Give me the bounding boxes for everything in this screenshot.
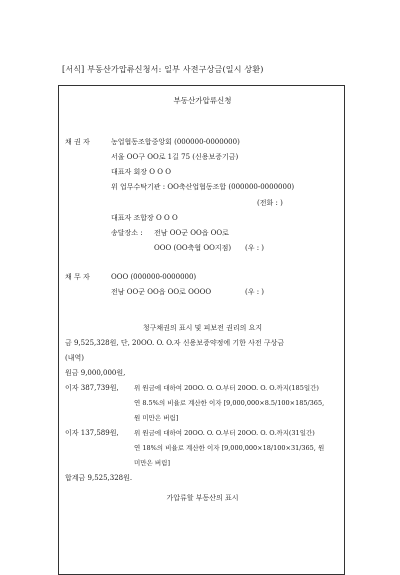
- creditor-representative-2: 대표자 조합장 O O O: [111, 214, 178, 222]
- interest-1-line-3: 원 미만은 버림]: [134, 414, 179, 422]
- interest-2-label: 이자 137,589원,: [65, 429, 119, 437]
- interest-1-line-1: 위 원금에 대하여 20OO. O. O.부터 20OO. O. O.까지(185일간): [134, 384, 319, 392]
- interest-1-line-2: 연 8.5%의 비율로 계산한 이자 [9,000,000×8.5/100×185/365,: [134, 399, 325, 407]
- interest-2-line-1: 위 원금에 대하여 20OO. O. O.부터 20OO. O. O.까지(31일간): [134, 429, 315, 437]
- service-address-label: 송달장소 :: [111, 229, 143, 237]
- claim-sum: 합계금 9,525,328원.: [65, 474, 133, 482]
- application-form: [58, 85, 345, 575]
- property-heading: 가압류할 부동산의 표시: [166, 494, 239, 502]
- service-address-line-2: OOO (OO축협 OO지점): [154, 244, 232, 252]
- debtor-zip: (우 : ): [245, 288, 265, 296]
- creditor-zip: (우 : ): [245, 244, 265, 252]
- creditor-address: 서울 OO구 OO로 1길 75 (신용보증기금): [111, 153, 239, 161]
- interest-2-line-2: 연 18%의 비율로 계산한 이자 [9,000,000×18/100×31/365, 원: [134, 444, 325, 452]
- debtor-name: OOO (000000-0000000): [111, 273, 197, 281]
- claim-heading: 청구채권의 표시 및 피보전 권리의 요지: [142, 324, 263, 332]
- claim-total: 금 9,525,328원, 단, 20OO. O. O.자 신용보증약정에 기한 사전 구상금: [65, 339, 285, 347]
- creditor-representative: 대표자 회장 O O O: [111, 168, 171, 176]
- debtor-address: 전남 OO군 OO읍 OO로 OOOO: [111, 288, 212, 296]
- document-caption: [서식] 부동산가압류신청서: 일부 사전구상금(일시 상환): [62, 65, 264, 74]
- creditor-delegate: 위 업무수탁기관 : OO축산업협동조합 (000000-0000000): [111, 183, 295, 191]
- claim-principal: 원금 9,000,000원,: [65, 369, 126, 377]
- interest-2-line-3: 미만은 버림]: [134, 459, 170, 467]
- interest-1-label: 이자 387,739원,: [65, 384, 119, 392]
- debtor-label: 채 무 자: [65, 273, 90, 281]
- creditor-name: 농업협동조합중앙회 (000000-0000000): [111, 138, 240, 146]
- creditor-phone: (전화 : ): [257, 199, 283, 207]
- form-title: 부동산가압류신청: [173, 96, 232, 105]
- claim-breakdown-label: (내역): [65, 354, 84, 362]
- service-address-line-1: 전남 OO군 OO읍 OO로: [154, 229, 229, 237]
- creditor-label: 채 권 자: [65, 138, 90, 146]
